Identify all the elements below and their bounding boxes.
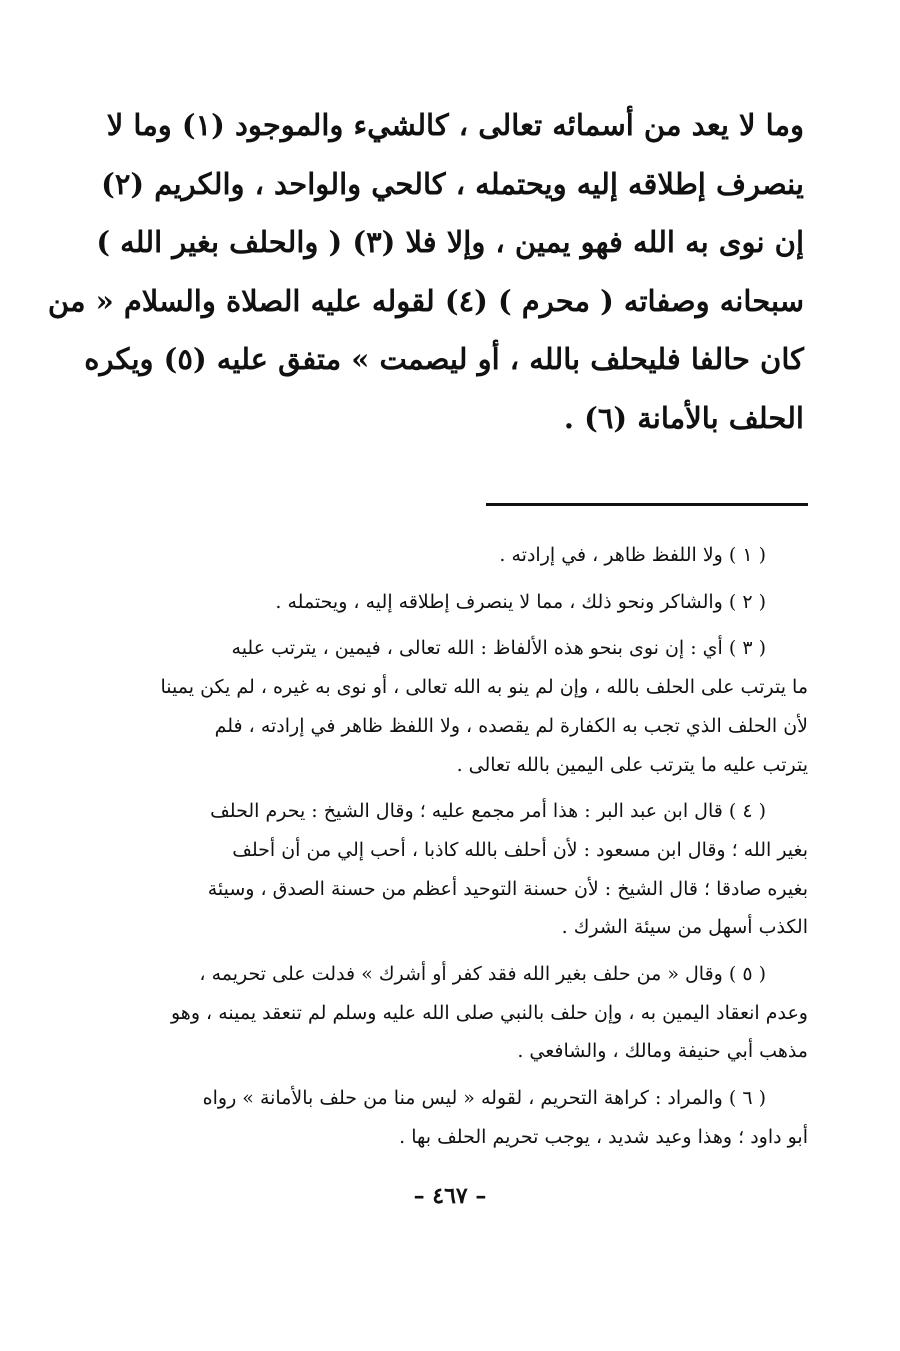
footnote-line: وعدم انعقاد اليمين به ، وإن حلف بالنبي صلى الله عليه وسلم لم تنعقد يمينه ، وهو (170, 1001, 808, 1024)
footnote-line: يترتب عليه ما يترتب على اليمين بالله تعالى . (456, 753, 808, 776)
main-text-line: إن نوى به الله فهو يمين ، وإلا فلا (٣) ( والحلف بغير الله ) (96, 225, 804, 259)
footnote-line: ما يترتب على الحلف بالله ، وإن لم ينو به الله تعالى ، أو نوى به غيره ، لم يكن يمينا (160, 676, 808, 699)
footnote-line: ( ٦ ) والمراد : كراهة التحريم ، لقوله « ليس منا من حلف بالأمانة » رواه (202, 1087, 766, 1110)
main-text-line: وما لا يعد من أسمائه تعالى ، كالشيء والموجود (١) وما لا (106, 108, 804, 142)
footnote-line: بغير الله ؛ وقال ابن مسعود : لأن أحلف بالله كاذبا ، أحب إلي من أن أحلف (232, 838, 808, 861)
footnote-4 (92, 792, 808, 947)
footnote-5 (92, 955, 808, 1071)
footnote-line: ( ٢ ) والشاكر ونحو ذلك ، مما لا ينصرف إطلاقه إليه ، ويحتمله . (275, 590, 766, 613)
main-text (47, 96, 804, 447)
footnote-line: ( ٥ ) وقال « من حلف بغير الله فقد كفر أو أشرك » فدلت على تحريمه ، (199, 963, 766, 986)
footnote-line: ( ١ ) ولا اللفظ ظاهر ، في إرادته . (499, 544, 766, 566)
main-text-line: الحلف بالأمانة (٦) . (563, 400, 804, 435)
footnote-2 (92, 583, 808, 622)
main-text-line: كان حالفا فليحلف بالله ، أو ليصمت » متفق عليه (٥) ويكره (84, 342, 804, 376)
page-number: – ٤٦٧ – (413, 1183, 487, 1209)
footnote-line: مذهب أبي حنيفة ومالك ، والشافعي . (517, 1040, 808, 1063)
footnote-1 (92, 536, 808, 575)
main-text-line: ينصرف إطلاقه إليه ويحتمله ، كالحي والواحد ، والكريم (٢) (101, 166, 804, 201)
footnote-line: الكذب أسهل من سيئة الشرك . (561, 916, 808, 939)
footnote-line: لأن الحلف الذي تجب به الكفارة لم يقصده ، ولا اللفظ ظاهر في إرادته ، فلم (214, 714, 808, 737)
footnote-separator (486, 503, 808, 506)
footnote-line: ( ٣ ) أي : إن نوى بنحو هذه الألفاظ : الله تعالى ، فيمين ، يترتب عليه (231, 637, 766, 660)
main-text-line: سبحانه وصفاته ( محرم ) (٤) لقوله عليه الصلاة والسلام « من (47, 283, 804, 318)
footnote-3 (92, 629, 808, 784)
footnote-line: أبو داود ؛ وهذا وعيد شديد ، يوجب تحريم الحلف بها . (399, 1125, 808, 1148)
footnote-line: بغيره صادقا ؛ قال الشيخ : لأن حسنة التوحيد أعظم من حسنة الصدق ، وسيئة (207, 877, 808, 900)
footnote-line: ( ٤ ) قال ابن عبد البر : هذا أمر مجمع عليه ؛ وقال الشيخ : يحرم الحلف (210, 800, 766, 823)
footnote-6 (92, 1079, 808, 1156)
footnotes (92, 536, 808, 1157)
